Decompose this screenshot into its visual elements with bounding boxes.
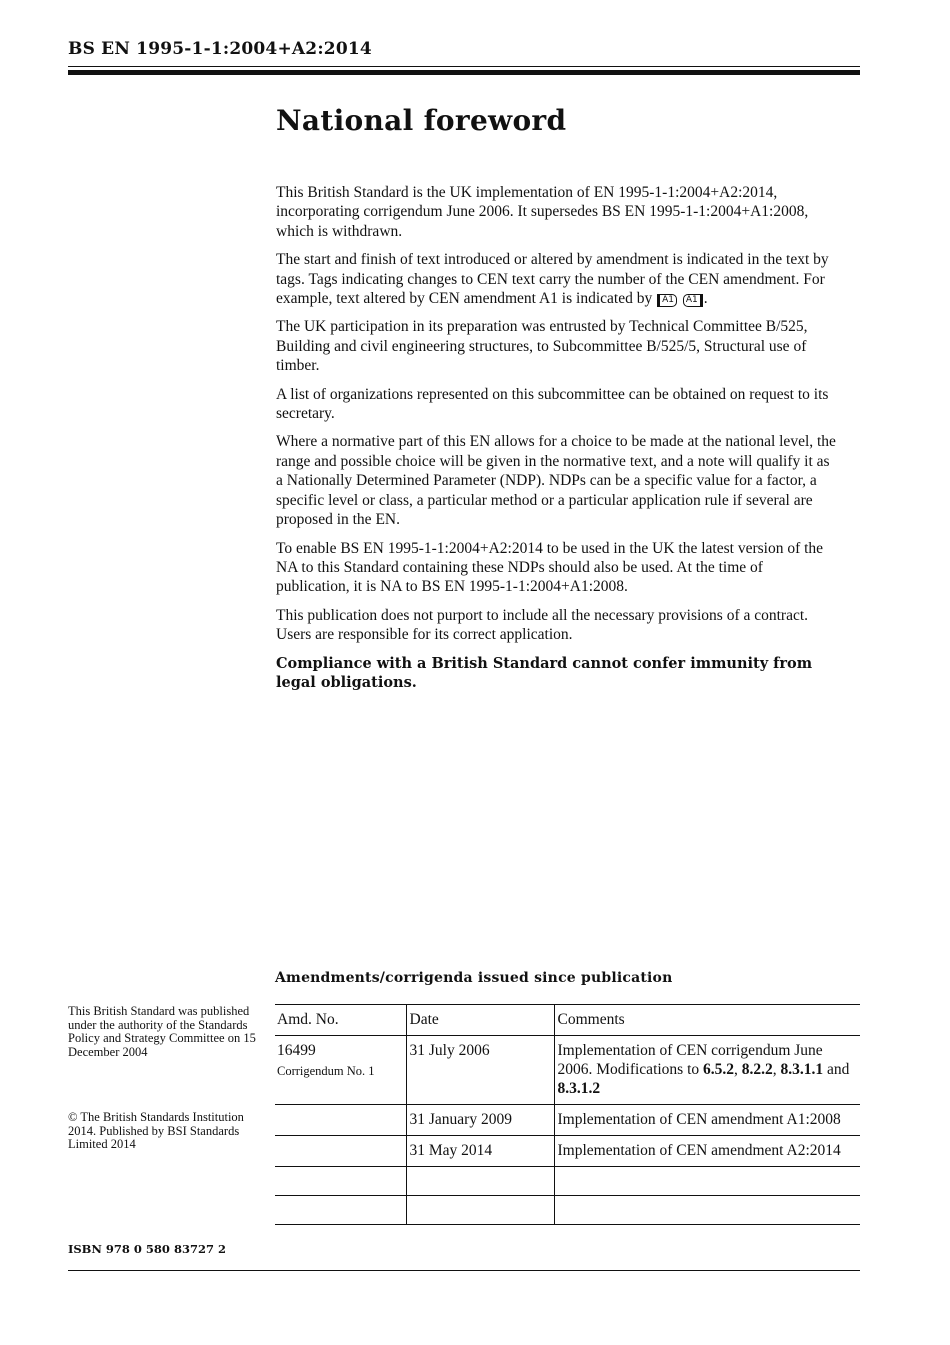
amendment-open-tag-icon: A1	[657, 294, 677, 307]
document-id-header: BS EN 1995-1-1:2004+A2:2014	[68, 39, 372, 59]
amendment-close-tag-icon: A1	[683, 294, 703, 307]
header-rule-thick	[68, 70, 860, 75]
paragraph-tags	[276, 250, 836, 308]
paragraph-national-annex: To enable BS EN 1995-1-1:2004+A2:2014 to be used in the UK the latest version of the NA to this Standard containing these NDPs should also be used. At the time of publication, it is NA to BS EN 1995-1-1:2004+A1:2008.	[276, 539, 824, 596]
paragraph-tags-end: .	[703, 290, 708, 308]
footer-rule	[68, 1270, 860, 1271]
date-cell: 31 May 2014	[406, 1136, 554, 1167]
paragraph-implementation: This British Standard is the UK implementation of EN 1995-1-1:2004+A2:2014, incorporating corrigendum June 2006. It supersedes BS EN 1995-1-1:2004+A1:2008, which is withdrawn.	[276, 184, 809, 240]
date-cell: 31 January 2009	[406, 1105, 554, 1136]
paragraph-ndp: Where a normative part of this EN allows for a choice to be made at the national level, the range and possible choice will be given in the normative text, and a note will qualify it as a Nationally Determined Parameter (NDP). NDPs can be a specific value for a factor, a specific level or class, a particular method or a particular application rule if several are proposed in the EN.	[276, 433, 836, 529]
header-comments: Comments	[554, 1005, 860, 1036]
foreword-body	[276, 183, 836, 701]
table-row-empty	[275, 1196, 860, 1225]
amd-cell	[275, 1136, 406, 1167]
paragraph-tags-text: The start and finish of text introduced or altered by amendment is indicated in the text by tags. Tags indicating changes to CEN text carry the number of the CEN amendment. For example, text altered by CEN amendment A1 is indicated by	[276, 251, 829, 308]
header-amd-no: Amd. No.	[275, 1005, 406, 1036]
amd-cell	[275, 1036, 406, 1105]
table-row	[275, 1105, 860, 1136]
table-row	[275, 1036, 860, 1105]
paragraph-organizations: A list of organizations represented on this subcommittee can be obtained on request to its secretary.	[276, 385, 829, 423]
comment-cell: Implementation of CEN amendment A2:2014	[554, 1136, 860, 1167]
amd-number: 16499	[277, 1042, 316, 1059]
paragraph-compliance: Compliance with a British Standard cannot confer immunity from legal obligations.	[276, 654, 813, 691]
paragraph-committee: The UK participation in its preparation was entrusted by Technical Committee B/525, Building and civil engineering structures, to Subcommittee B/525/5, Structural use of timber.	[276, 318, 808, 375]
date-cell: 31 July 2006	[406, 1036, 554, 1105]
table-row-empty	[275, 1167, 860, 1196]
header-rule-thin	[68, 66, 860, 67]
amendments-table	[275, 1004, 860, 1225]
table-header-row	[275, 1005, 860, 1036]
publication-authority-note: This British Standard was published under the authority of the Standards Policy and Strategy Committee on 15 December 2004	[68, 1004, 256, 1059]
amd-sub-label: Corrigendum No. 1	[277, 1064, 375, 1078]
copyright-note: © The British Standards Institution 2014. Published by BSI Standards Limited 2014	[68, 1110, 244, 1151]
header-date: Date	[406, 1005, 554, 1036]
isbn: ISBN 978 0 580 83727 2	[68, 1242, 226, 1256]
paragraph-contract: This publication does not purport to include all the necessary provisions of a contract. Users are responsible for its correct application.	[276, 606, 809, 644]
amendments-title: Amendments/corrigenda issued since publication	[275, 970, 673, 986]
comment-cell: Implementation of CEN amendment A1:2008	[554, 1105, 860, 1136]
comment-cell: Implementation of CEN corrigendum June 2006. Modifications to 6.5.2, 8.2.2, 8.3.1.1 and 8.3.1.2	[554, 1036, 860, 1105]
table-row	[275, 1136, 860, 1167]
page-title: National foreword	[276, 104, 567, 137]
amd-cell	[275, 1105, 406, 1136]
